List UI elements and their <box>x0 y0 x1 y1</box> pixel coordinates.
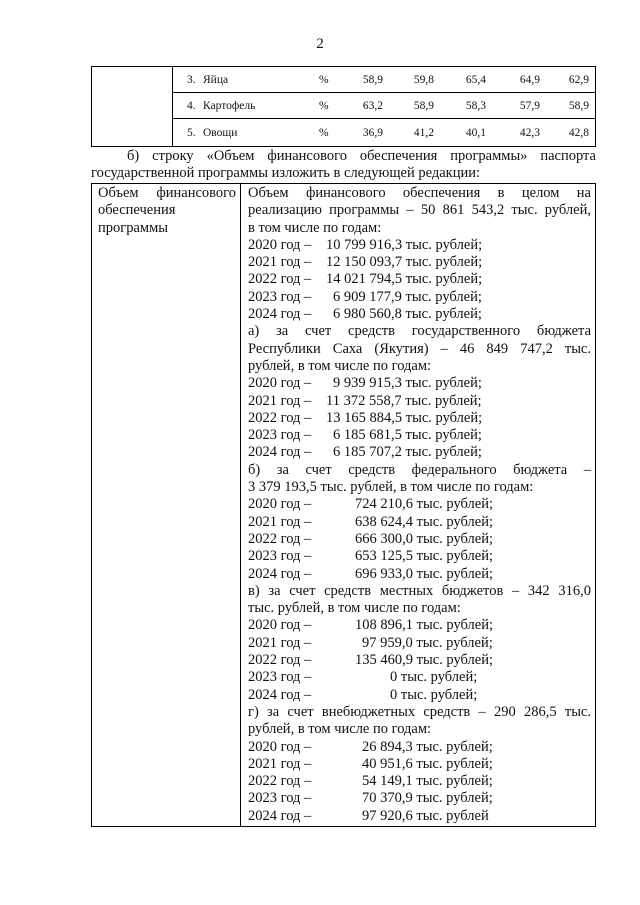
indicator-name: Яйца <box>203 74 229 86</box>
year-amount: 135 460,9 тыс. рублей; <box>355 652 493 669</box>
year-line <box>248 410 591 427</box>
indicator-name: Картофель <box>203 100 256 112</box>
year-amount: 666 300,0 тыс. рублей; <box>355 530 493 547</box>
year-line <box>248 531 591 548</box>
year-label: 2024 год – <box>248 686 312 703</box>
indicator-value: 36,9 <box>362 127 383 139</box>
year-label: 2024 год – <box>248 565 312 582</box>
text-line: а) за счет средств государственного бюджета <box>248 323 591 340</box>
indicator-number: 5. <box>187 127 196 139</box>
indicator-value: 62,9 <box>568 74 589 86</box>
text-line: рублей, в том числе по годам: <box>248 721 432 738</box>
label-line: программы <box>98 219 168 236</box>
year-amount: 97 920,6 тыс. рублей <box>362 807 489 824</box>
year-amount: 13 165 884,5 тыс. рублей; <box>326 409 483 426</box>
indicator-unit: % <box>319 127 329 139</box>
year-line <box>248 669 591 686</box>
year-label: 2021 год – <box>248 254 312 271</box>
table-row <box>92 67 595 93</box>
text-line: в том числе по годам: <box>248 219 382 236</box>
year-line <box>248 808 591 825</box>
year-label: 2022 год – <box>248 271 312 288</box>
year-label: 2023 год – <box>248 548 312 565</box>
year-amount: 108 896,1 тыс. рублей; <box>355 617 493 634</box>
year-line <box>248 756 591 773</box>
year-line <box>248 617 591 634</box>
text-line: б) за счет средств федерального бюджета – <box>248 461 591 478</box>
year-amount: 0 тыс. рублей; <box>390 669 478 686</box>
year-amount: 54 149,1 тыс. рублей; <box>362 773 493 790</box>
indicator-value: 42,8 <box>568 127 589 139</box>
year-amount: 97 959,0 тыс. рублей; <box>362 634 493 651</box>
intro-line: государственной программы изложить в следующей редакции: <box>91 165 481 181</box>
year-label: 2021 год – <box>248 755 312 772</box>
text-line: Республики Саха (Якутия) – 46 849 747,2 тыс. <box>248 340 591 357</box>
indicator-value: 42,3 <box>519 127 540 139</box>
year-line <box>248 790 591 807</box>
text-line: Объем финансового обеспечения в целом на <box>248 185 591 201</box>
year-line <box>248 514 591 531</box>
year-line <box>248 254 591 271</box>
text-line: в) за счет средств местных бюджетов – 342 316,0 <box>248 582 591 599</box>
text-line: г) за счет внебюджетных средств – 290 286,5 тыс. <box>248 703 591 720</box>
indicators-table <box>91 66 596 147</box>
passport-row-label <box>98 185 236 237</box>
year-line <box>248 306 591 323</box>
year-amount: 6 909 177,9 тыс. рублей; <box>333 288 482 305</box>
year-amount: 6 980 560,8 тыс. рублей; <box>333 306 482 323</box>
year-line <box>248 739 591 756</box>
text-line: тыс. рублей, в том числе по годам: <box>248 600 461 617</box>
indicator-number: 4. <box>187 100 196 112</box>
indicator-value: 58,9 <box>362 74 383 86</box>
indicator-value: 40,1 <box>465 127 486 139</box>
year-amount: 9 939 915,3 тыс. рублей; <box>333 375 482 392</box>
year-amount: 696 933,0 тыс. рублей; <box>355 565 493 582</box>
indicator-value: 58,9 <box>568 100 589 112</box>
amendment-intro <box>91 148 596 182</box>
indicator-value: 65,4 <box>465 74 486 86</box>
indicator-value: 59,8 <box>413 74 434 86</box>
year-line <box>248 393 591 410</box>
year-line <box>248 566 591 583</box>
year-label: 2022 год – <box>248 409 312 426</box>
year-amount: 724 210,6 тыс. рублей; <box>355 496 493 513</box>
year-amount: 70 370,9 тыс. рублей; <box>362 790 493 807</box>
year-label: 2021 год – <box>248 392 312 409</box>
label-line: Объем финансового <box>98 185 236 201</box>
indicator-value: 58,3 <box>465 100 486 112</box>
indicator-value: 58,9 <box>413 100 434 112</box>
indicator-name: Овощи <box>203 127 238 139</box>
year-amount: 6 185 681,5 тыс. рублей; <box>333 427 482 444</box>
year-amount: 6 185 707,2 тыс. рублей; <box>333 444 482 461</box>
indicator-unit: % <box>319 100 329 112</box>
year-label: 2020 год – <box>248 738 312 755</box>
indicator-value: 63,2 <box>362 100 383 112</box>
year-label: 2024 год – <box>248 306 312 323</box>
year-line <box>248 271 591 288</box>
indicator-value: 57,9 <box>519 100 540 112</box>
year-label: 2022 год – <box>248 530 312 547</box>
year-amount: 12 150 093,7 тыс. рублей; <box>326 254 483 271</box>
table-row <box>92 93 595 119</box>
year-label: 2020 год – <box>248 236 312 253</box>
text-line: рублей, в том числе по годам: <box>248 357 432 374</box>
year-line <box>248 635 591 652</box>
year-label: 2024 год – <box>248 444 312 461</box>
year-label: 2024 год – <box>248 807 312 824</box>
table-row <box>92 120 595 146</box>
intro-line: б) строку «Объем финансового обеспечения программы» паспорта <box>127 148 596 164</box>
year-amount: 40 951,6 тыс. рублей; <box>362 755 493 772</box>
year-line <box>248 687 591 704</box>
indicator-value: 41,2 <box>413 127 434 139</box>
year-label: 2020 год – <box>248 496 312 513</box>
year-line <box>248 444 591 461</box>
indicator-number: 3. <box>187 74 196 86</box>
text-line: реализацию программы – 50 861 543,2 тыс. рублей, <box>248 202 591 219</box>
indicator-value: 64,9 <box>519 74 540 86</box>
year-amount: 10 799 916,3 тыс. рублей; <box>326 236 483 253</box>
year-line <box>248 548 591 565</box>
year-amount: 14 021 794,5 тыс. рублей; <box>326 271 483 288</box>
label-line: обеспечения <box>98 202 176 219</box>
passport-table <box>91 183 596 827</box>
year-amount: 26 894,3 тыс. рублей; <box>362 738 493 755</box>
year-label: 2023 год – <box>248 669 312 686</box>
year-label: 2022 год – <box>248 773 312 790</box>
year-line <box>248 496 591 513</box>
year-label: 2023 год – <box>248 427 312 444</box>
year-line <box>248 773 591 790</box>
year-line <box>248 427 591 444</box>
year-label: 2021 год – <box>248 634 312 651</box>
year-line <box>248 237 591 254</box>
indicator-unit: % <box>319 74 329 86</box>
year-label: 2021 год – <box>248 513 312 530</box>
year-label: 2020 год – <box>248 617 312 634</box>
year-amount: 653 125,5 тыс. рублей; <box>355 548 493 565</box>
year-label: 2023 год – <box>248 790 312 807</box>
year-label: 2022 год – <box>248 652 312 669</box>
year-line <box>248 289 591 306</box>
year-label: 2023 год – <box>248 288 312 305</box>
year-line <box>248 652 591 669</box>
year-label: 2020 год – <box>248 375 312 392</box>
year-amount: 0 тыс. рублей; <box>390 686 478 703</box>
page-number: 2 <box>316 36 324 52</box>
table-divider <box>240 184 241 826</box>
year-line <box>248 375 591 392</box>
text-line: 3 379 193,5 тыс. рублей, в том числе по годам: <box>248 479 534 496</box>
year-amount: 11 372 558,7 тыс. рублей; <box>326 392 482 409</box>
year-amount: 638 624,4 тыс. рублей; <box>355 513 493 530</box>
passport-row-content <box>248 185 591 825</box>
